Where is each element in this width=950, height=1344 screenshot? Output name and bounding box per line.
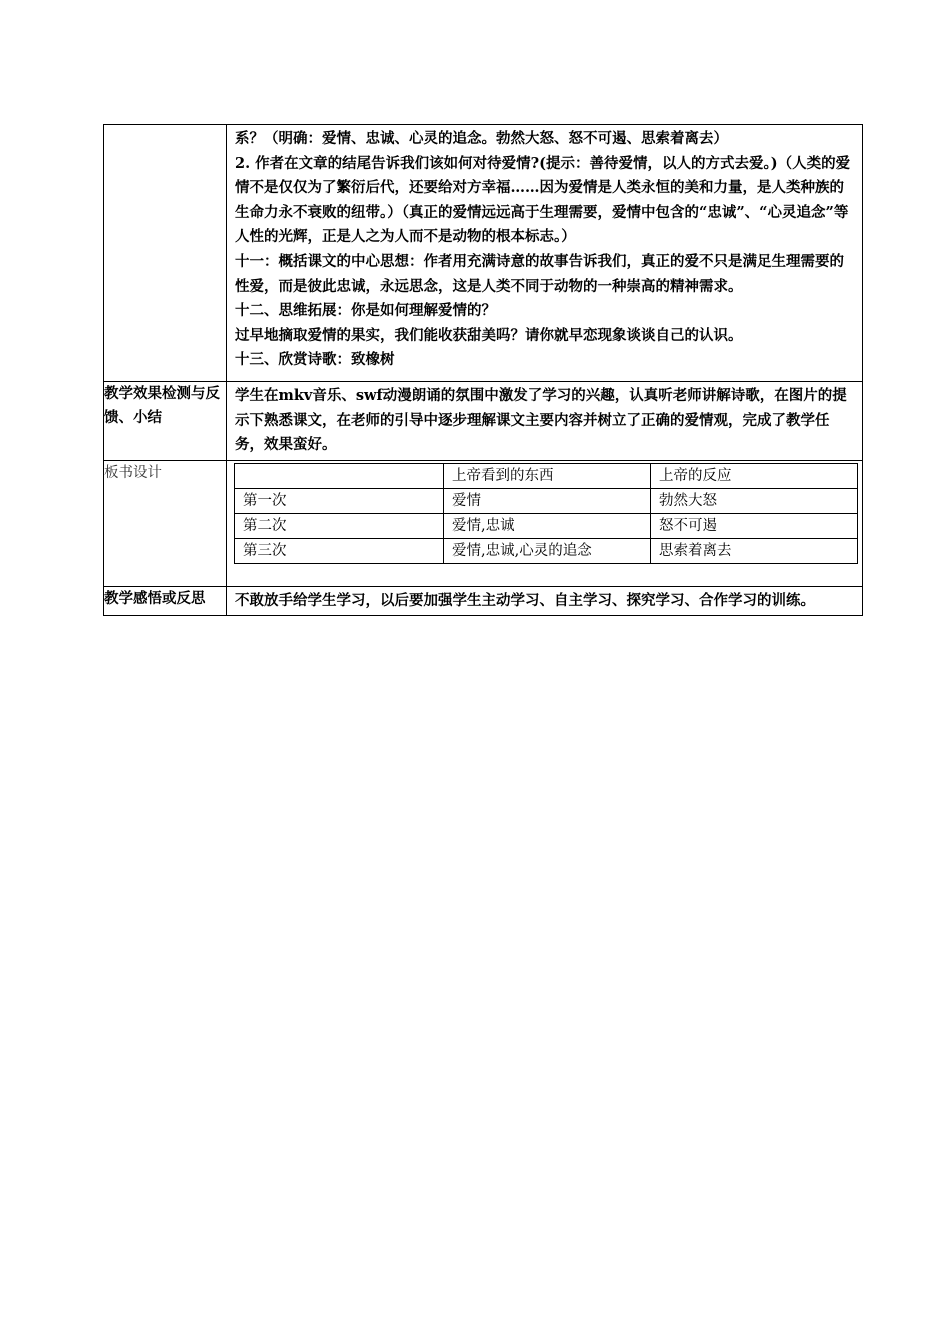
board-table-header [235,463,444,488]
section-teaching-process [104,125,863,382]
paragraph-poem-appreciation: 十三、欣赏诗歌：致橡树 [235,351,395,369]
board-table-cell: 爱情 [444,488,651,513]
section-label-empty [104,125,227,382]
paragraph-question-2: 2. 作者在文章的结尾告诉我们该如何对待爱情?(提示：善待爱情，以人的方式去爱。)（人类的爱情不是仅仅为了繁衍后代，还要给对方幸福……因为爱情是人类永恒的美和力量，是人类种族的生命力永不衰败的纽带。）（真正的爱情远远高于生理需要，爱情中包含的“忠诚”、“心灵追念”等人性的光辉，正是人之为人而不是动物的根本标志。） [235,154,851,246]
board-table-cell: 勃然大怒 [651,488,858,513]
board-table-cell: 怒不可遏 [651,513,858,538]
section-effect-feedback [104,381,863,460]
board-table-cell: 思索着离去 [651,538,858,563]
effect-feedback-label: 教学效果检测与反馈、小结 [104,381,227,460]
board-design-label: 板书设计 [104,460,227,586]
board-table-cell: 第一次 [235,488,444,513]
board-design-content [227,460,863,586]
paragraph-central-idea: 十一：概括课文的中心思想：作者用充满诗意的故事告诉我们，真正的爱不只是满足生理需要的性爱，而是彼此忠诚，永远思念，这是人类不同于动物的一种崇高的精神需求。 [235,252,844,295]
reflection-content [227,586,863,616]
board-table-header: 上帝看到的东西 [444,463,651,488]
board-table-header: 上帝的反应 [651,463,858,488]
board-table-header-row [235,463,858,488]
board-table-cell: 第二次 [235,513,444,538]
effect-feedback-content [227,381,863,460]
board-table-row [235,513,858,538]
effect-feedback-text: 学生在mkv音乐、swf动漫朗诵的氛围中激发了学习的兴趣，认真听老师讲解诗歌，在图片的提示下熟悉课文，在老师的引导中逐步理解课文主要内容并树立了正确的爱情观，完成了教学任务，效果蛮好。 [235,386,847,454]
section-board-design [104,460,863,586]
board-design-table [234,463,858,564]
teaching-process-content [227,125,863,382]
paragraph-relation-answer: 系？（明确：爱情、忠诚、心灵的追念。勃然大怒、怒不可遏、思索着离去） [235,130,728,147]
board-table-cell: 第三次 [235,538,444,563]
board-table-row [235,538,858,563]
paragraph-early-love: 过早地摘取爱情的果实，我们能收获甜美吗？请你就早恋现象谈谈自己的认识。 [235,326,743,344]
board-table-cell: 爱情,忠诚 [444,513,651,538]
lesson-plan-table [103,124,863,616]
board-table-cell: 爱情,忠诚,心灵的追念 [444,538,651,563]
section-reflection [104,586,863,616]
paragraph-thinking-extension: 十二、思维拓展：你是如何理解爱情的？ [235,302,496,320]
reflection-label: 教学感悟或反思 [104,586,227,616]
board-table-row [235,488,858,513]
reflection-text: 不敢放手给学生学习，以后要加强学生主动学习、自主学习、探究学习、合作学习的训练。 [235,591,815,609]
